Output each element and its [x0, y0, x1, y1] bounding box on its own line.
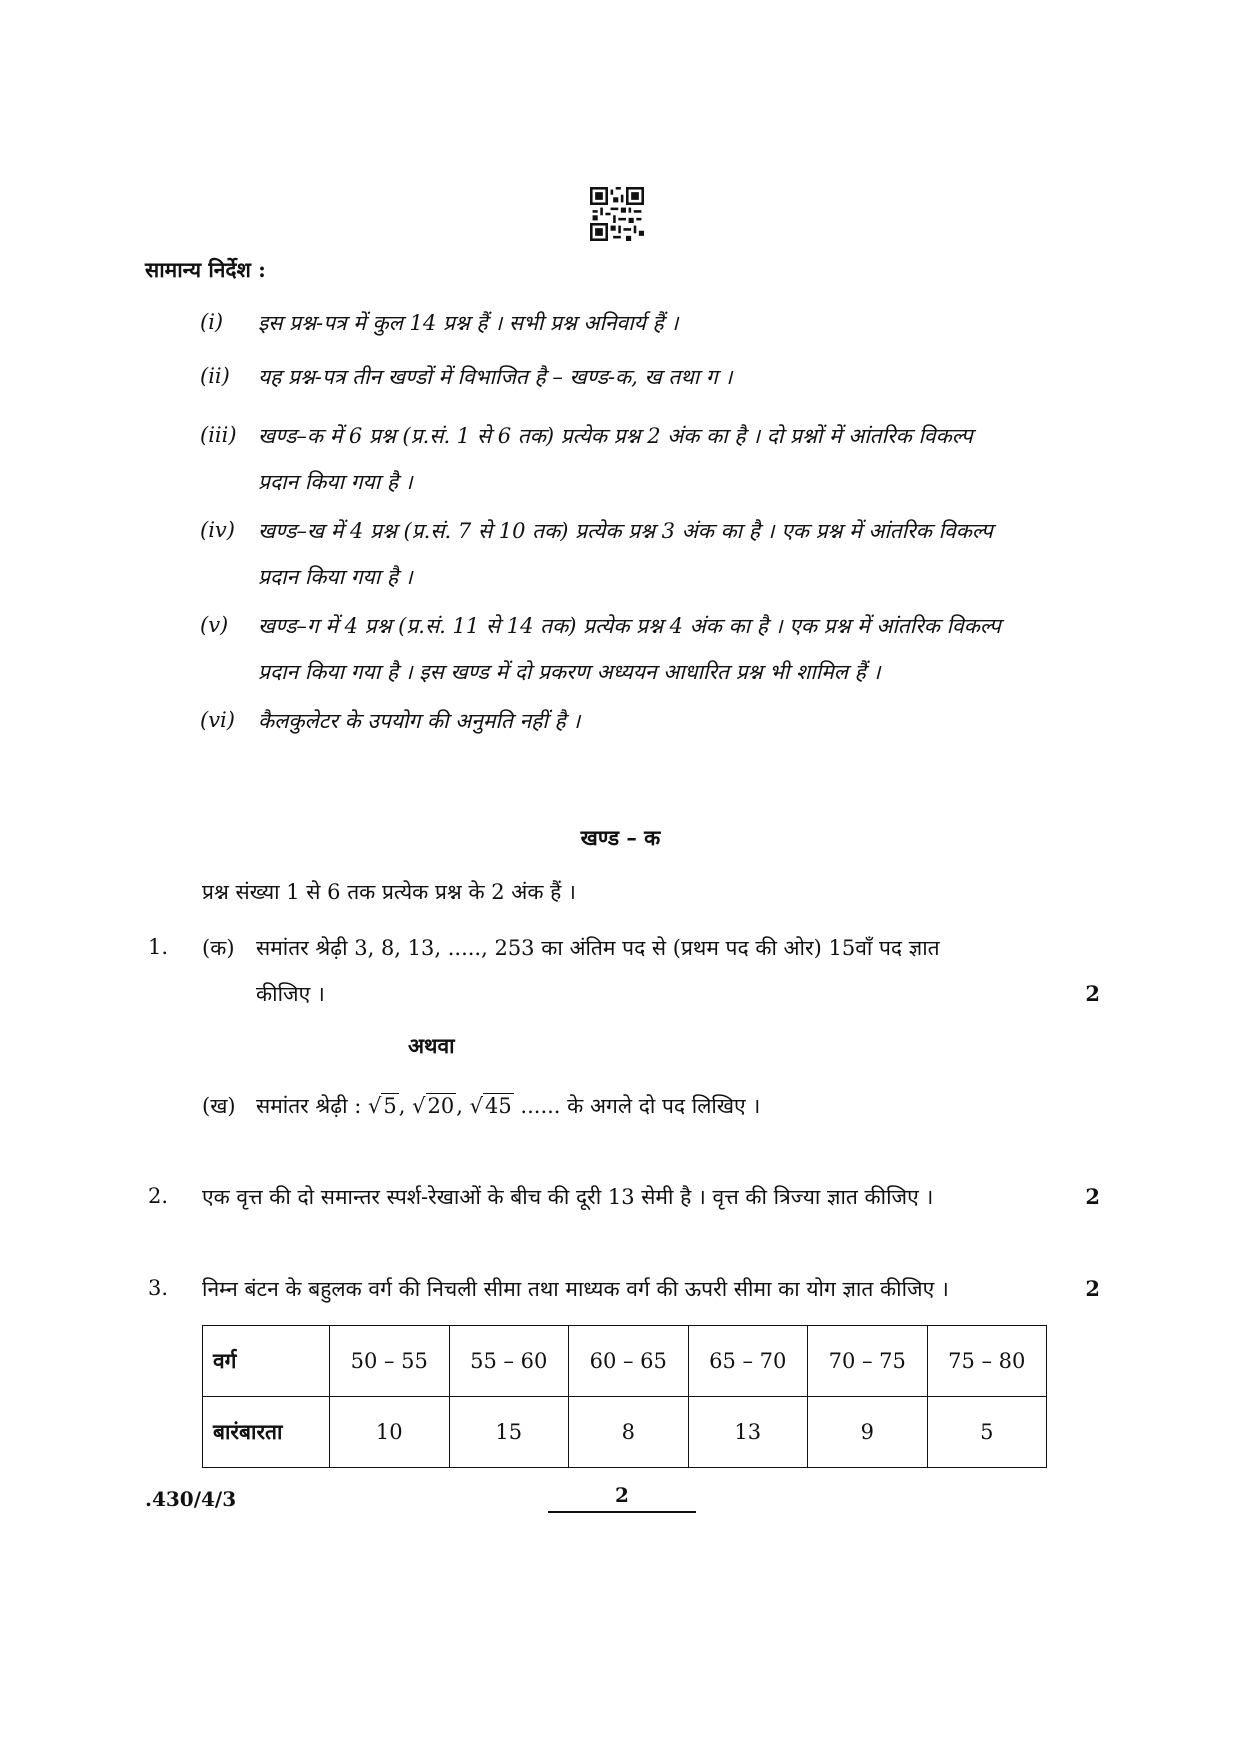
sqrt-term: √45 [469, 1094, 512, 1118]
table-cell: 8 [569, 1397, 689, 1468]
general-instructions-heading: सामान्य निर्देश : [145, 257, 266, 282]
question-number: 1. [148, 935, 169, 959]
table-cell: 15 [449, 1397, 569, 1468]
marks: 2 [1085, 1276, 1100, 1301]
instruction-text-cont: प्रदान किया गया है । [258, 470, 413, 494]
question-text: समांतर श्रेढ़ी : √5, √20, √45 ...... के अगले दो पद लिखिए । [256, 1083, 760, 1129]
table-row-header: बारंबारता [203, 1397, 330, 1468]
table-cell: 10 [330, 1397, 450, 1468]
question-text: निम्न बंटन के बहुलक वर्ग की निचली सीमा तथा माध्यक वर्ग की ऊपरी सीमा का योग ज्ञात कीजिए । [202, 1277, 949, 1301]
table-row-header: वर्ग [203, 1326, 330, 1397]
question-text: समांतर श्रेढ़ी 3, 8, 13, ....., 253 का अंतिम पद से (प्रथम पद की ओर) 15वाँ पद ज्ञात [256, 936, 940, 960]
instruction-num: (iv) [200, 518, 235, 542]
instruction-text: खण्ड–ग में 4 प्रश्न (प्र.सं. 11 से 14 तक) प्रत्येक प्रश्न 4 अंक का है । एक प्रश्न में आंतरिक विकल्प [258, 614, 1001, 638]
sqrt-radicand: 20 [427, 1094, 455, 1118]
table-cell: 60 – 65 [569, 1326, 689, 1397]
sqrt-term: √5 [368, 1094, 397, 1118]
sqrt-term: √20 [412, 1094, 455, 1118]
instruction-num: (i) [200, 310, 224, 334]
section-note: प्रश्न संख्या 1 से 6 तक प्रत्येक प्रश्न के 2 अंक हैं । [202, 880, 576, 904]
question-number: 3. [148, 1276, 169, 1300]
table-cell: 55 – 60 [449, 1326, 569, 1397]
instruction-text-cont: प्रदान किया गया है । इस खण्ड में दो प्रकरण अध्ययन आधारित प्रश्न भी शामिल हैं । [258, 660, 881, 684]
table-row [203, 1326, 1047, 1397]
paper-code: .430/4/3 [145, 1487, 237, 1511]
instruction-num: (v) [200, 613, 229, 637]
instruction-text: कैलकुलेटर के उपयोग की अनुमति नहीं है । [258, 709, 581, 733]
page-number: 2 [548, 1483, 696, 1513]
table-cell: 50 – 55 [330, 1326, 450, 1397]
instruction-text: खण्ड–क में 6 प्रश्न (प्र.सं. 1 से 6 तक) प्रत्येक प्रश्न 2 अंक का है । दो प्रश्नों में आंतरिक विकल्प [258, 424, 973, 448]
option-label: (क) [202, 936, 235, 960]
sqrt-radicand: 5 [383, 1094, 397, 1118]
table-cell: 5 [927, 1397, 1047, 1468]
question-text-prefix: समांतर श्रेढ़ी : [256, 1094, 362, 1118]
table-cell: 9 [808, 1397, 928, 1468]
frequency-table [202, 1325, 1047, 1468]
table-cell: 13 [688, 1397, 808, 1468]
table-cell: 70 – 75 [808, 1326, 928, 1397]
question-text: एक वृत्त की दो समान्तर स्पर्श-रेखाओं के बीच की दूरी 13 सेमी है । वृत्त की त्रिज्या ज्ञात कीजिए । [202, 1185, 934, 1209]
table-cell: 75 – 80 [927, 1326, 1047, 1397]
instruction-text: इस प्रश्न-पत्र में कुल 14 प्रश्न हैं । सभी प्रश्न अनिवार्य हैं । [258, 311, 679, 335]
instruction-num: (iii) [200, 423, 237, 447]
section-title: खण्ड – क [580, 825, 661, 850]
table-cell: 65 – 70 [688, 1326, 808, 1397]
sqrt-radicand: 45 [485, 1094, 512, 1118]
instruction-text: खण्ड–ख में 4 प्रश्न (प्र.सं. 7 से 10 तक) प्रत्येक प्रश्न 3 अंक का है । एक प्रश्न में आंतरिक विकल्प [258, 519, 993, 543]
qr-code-icon [590, 187, 644, 241]
question-text-suffix: ...... के अगले दो पद लिखिए । [520, 1094, 761, 1118]
or-separator: अथवा [408, 1033, 455, 1058]
table-row [203, 1397, 1047, 1468]
marks: 2 [1085, 1184, 1100, 1209]
marks: 2 [1085, 981, 1100, 1006]
question-number: 2. [148, 1184, 169, 1208]
instruction-text: यह प्रश्न-पत्र तीन खण्डों में विभाजित है – खण्ड-क, ख तथा ग । [258, 365, 733, 389]
instruction-num: (ii) [200, 364, 230, 388]
instruction-text-cont: प्रदान किया गया है । [258, 565, 413, 589]
option-label: (ख) [202, 1094, 236, 1118]
instruction-num: (vi) [200, 708, 235, 732]
question-text-cont: कीजिए । [256, 982, 325, 1006]
